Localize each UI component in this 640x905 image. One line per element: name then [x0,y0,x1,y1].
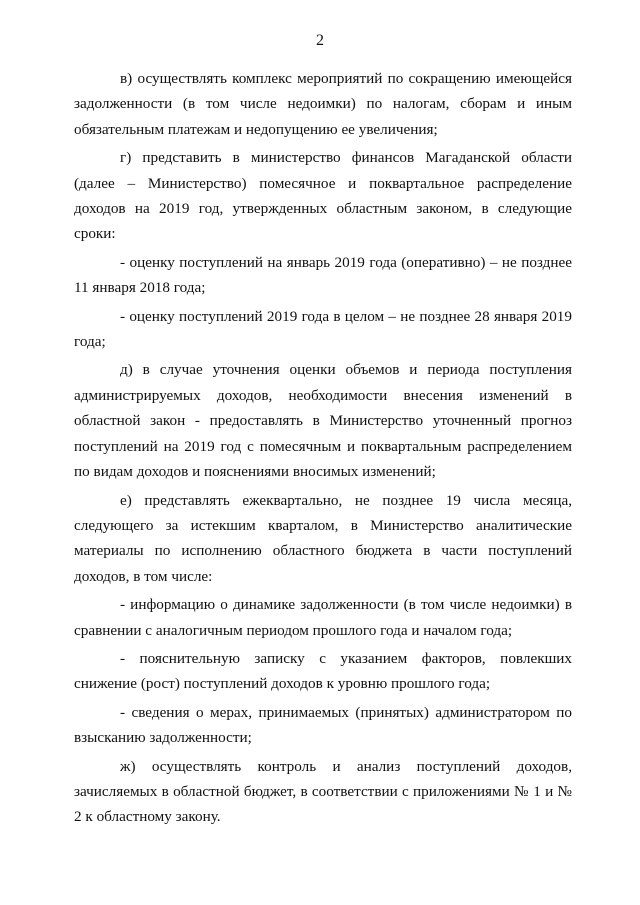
list-item-debt-dynamics: - информацию о динамике задолженности (в том числе недоимки) в сравнении с аналогичным периодом прошлого года и началом года; [74,596,572,639]
list-item-collection-measures: - сведения о мерах, принимаемых (принятых) администратором по взысканию задолженности; [74,703,572,747]
page-number: 2 [316,32,324,49]
list-item-explanatory-note: - пояснительную записку с указанием факторов, повлекших снижение (рост) поступлений доходов к уровню прошлого года; [74,649,572,693]
paragraph-e: е) представлять ежеквартально, не позднее 19 числа месяца, следующего за истекшим кварталом, в Министерство аналитические материалы по исполнению областного бюджета в части поступлений доходов, в том числе: [74,491,572,585]
paragraph-d: д) в случае уточнения оценки объемов и периода поступления администрируемых доходов, необходимости внесения изменений в областной закон - предоставлять в Министерство уточненный прогноз поступлений на 2019 год с помесячным и поквартальным распределением по видам доходов и пояснениями вносимых изменений; [74,361,572,481]
paragraph-g: г) представить в министерство финансов Магаданской области (далее – Министерство) помесячное и поквартальное распределение доходов на 2019 год, утвержденных областным законом, в следующие сроки: [74,149,572,243]
paragraph-v: в) осуществлять комплекс мероприятий по сокращению имеющейся задолженности (в том числе недоимки) по налогам, сборам и иным обязательным платежам и недопущению ее увеличения; [74,70,572,138]
list-item-january-estimate: - оценку поступлений на январь 2019 года (оперативно) – не позднее 11 января 2018 года; [74,253,572,297]
paragraph-zh: ж) осуществлять контроль и анализ поступлений доходов, зачисляемых в областной бюджет, в соответствии с приложениями № 1 и № 2 к областному закону. [74,757,572,826]
list-item-annual-estimate: - оценку поступлений 2019 года в целом – не позднее 28 января 2019 года; [74,307,572,351]
document-body [74,66,572,833]
